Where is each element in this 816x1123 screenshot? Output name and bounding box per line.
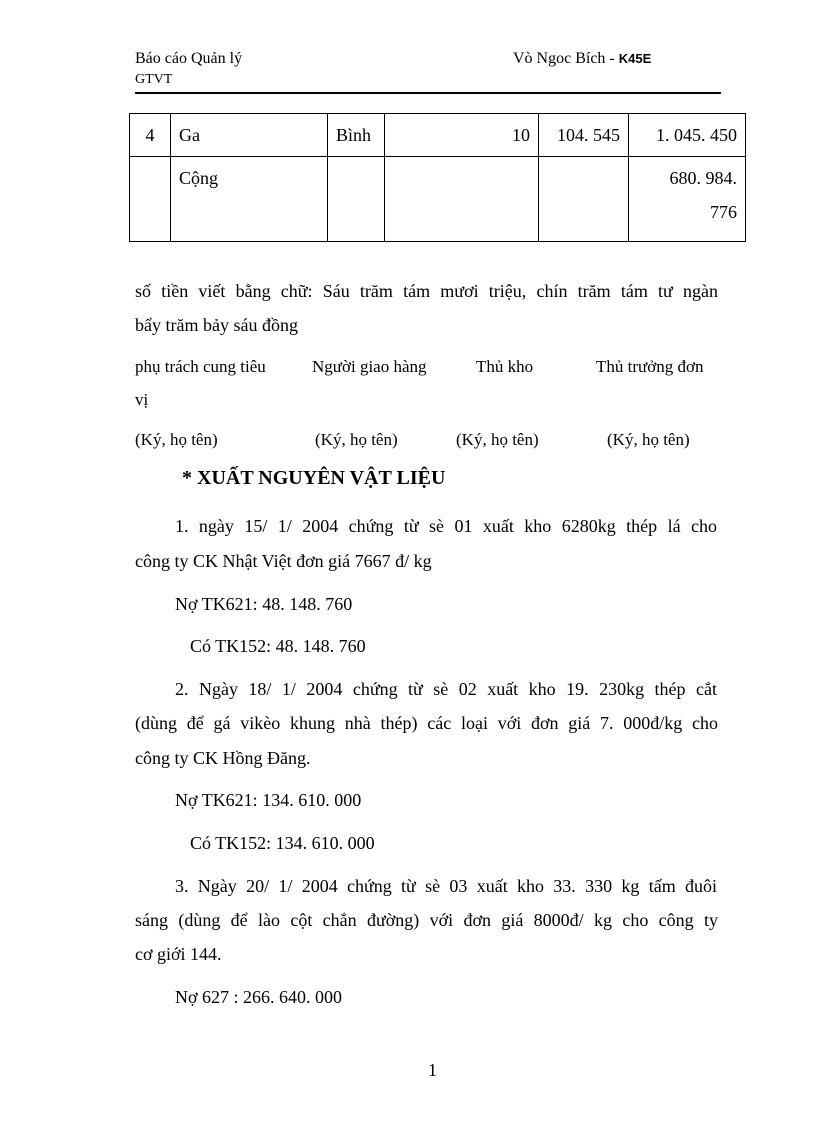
entry1-credit: Có TK152: 48. 148. 760 (190, 636, 366, 656)
report-subtitle: GTVT (135, 72, 173, 87)
entry3-text-cont2: cơ giới 144. (135, 944, 222, 964)
cell-name: Ga (171, 114, 328, 157)
total-line2: 776 (710, 202, 737, 222)
sign-note: (Ký, họ tên) (135, 430, 218, 449)
entry2-text-cont2: công ty CK Hồng Đăng. (135, 748, 311, 768)
role-head-wrap: vị (135, 390, 149, 409)
role-deliverer: Người giao hàng (312, 357, 427, 376)
table-row-total (130, 157, 746, 242)
goods-table (129, 113, 746, 242)
entry1-debit: Nợ TK621: 48. 148. 760 (175, 594, 353, 614)
role-storekeeper: Thủ kho (476, 357, 534, 376)
entry2-credit: Có TK152: 134. 610. 000 (190, 833, 375, 853)
cell-amount-total (629, 157, 746, 242)
amount-in-words: số tiền viết bằng chữ: Sáu trăm tám mươi triệu, chín trăm tám tư ngàn (135, 281, 718, 301)
cell-unit: Bình (328, 114, 385, 157)
entry1-text: 1. ngày 15/ 1/ 2004 chứng từ sè 01 xuất kho 6280kg thép lá cho (175, 516, 717, 536)
sign-note: (Ký, họ tên) (607, 430, 690, 449)
entry2-text-cont: (dùng để gá vikèo khung nhà thép) các loại với đơn giá 7. 000đ/kg cho (135, 713, 718, 733)
amount-in-words-cont: bẩy trăm bảy sáu đồng (135, 315, 298, 335)
cell-amount: 1. 045. 450 (629, 114, 746, 157)
cell-stt: 4 (130, 114, 171, 157)
entry3-text: 3. Ngày 20/ 1/ 2004 chứng từ sè 03 xuất kho 33. 330 kg tấm đuôi (175, 876, 717, 896)
cell-price (539, 157, 629, 242)
cell-qty: 10 (385, 114, 539, 157)
cell-stt (130, 157, 171, 242)
role-purchasing: phụ trách cung tiêu (135, 357, 266, 376)
page-number: 1 (428, 1060, 437, 1080)
report-title: Báo cáo Quản lý (135, 50, 243, 67)
section-title: * XUẤT NGUYÊN VẬT LIỆU (182, 467, 446, 489)
author-name: Vò Ngoc Bích - (513, 50, 619, 67)
role-head: Thủ trưởng đơn (596, 357, 704, 376)
entry2-debit: Nợ TK621: 134. 610. 000 (175, 790, 362, 810)
total-line1: 680. 984. (669, 168, 737, 188)
entry3-text-cont: sáng (dùng để lào cột chắn đường) với đơn giá 8000đ/ kg cho công ty (135, 910, 718, 930)
cell-name: Cộng (171, 157, 328, 242)
author-info (513, 50, 651, 68)
table-row (130, 114, 746, 157)
cell-unit (328, 157, 385, 242)
cell-qty (385, 157, 539, 242)
page-header (135, 50, 721, 94)
sign-note: (Ký, họ tên) (315, 430, 398, 449)
entry3-debit: Nợ 627 : 266. 640. 000 (175, 987, 343, 1007)
entry1-text-cont: công ty CK Nhật Việt đơn giá 7667 đ/ kg (135, 551, 432, 571)
cell-price: 104. 545 (539, 114, 629, 157)
entry2-text: 2. Ngày 18/ 1/ 2004 chứng từ sè 02 xuất kho 19. 230kg thép cắt (175, 679, 717, 699)
sign-note: (Ký, họ tên) (456, 430, 539, 449)
class-code: K45E (618, 51, 652, 66)
